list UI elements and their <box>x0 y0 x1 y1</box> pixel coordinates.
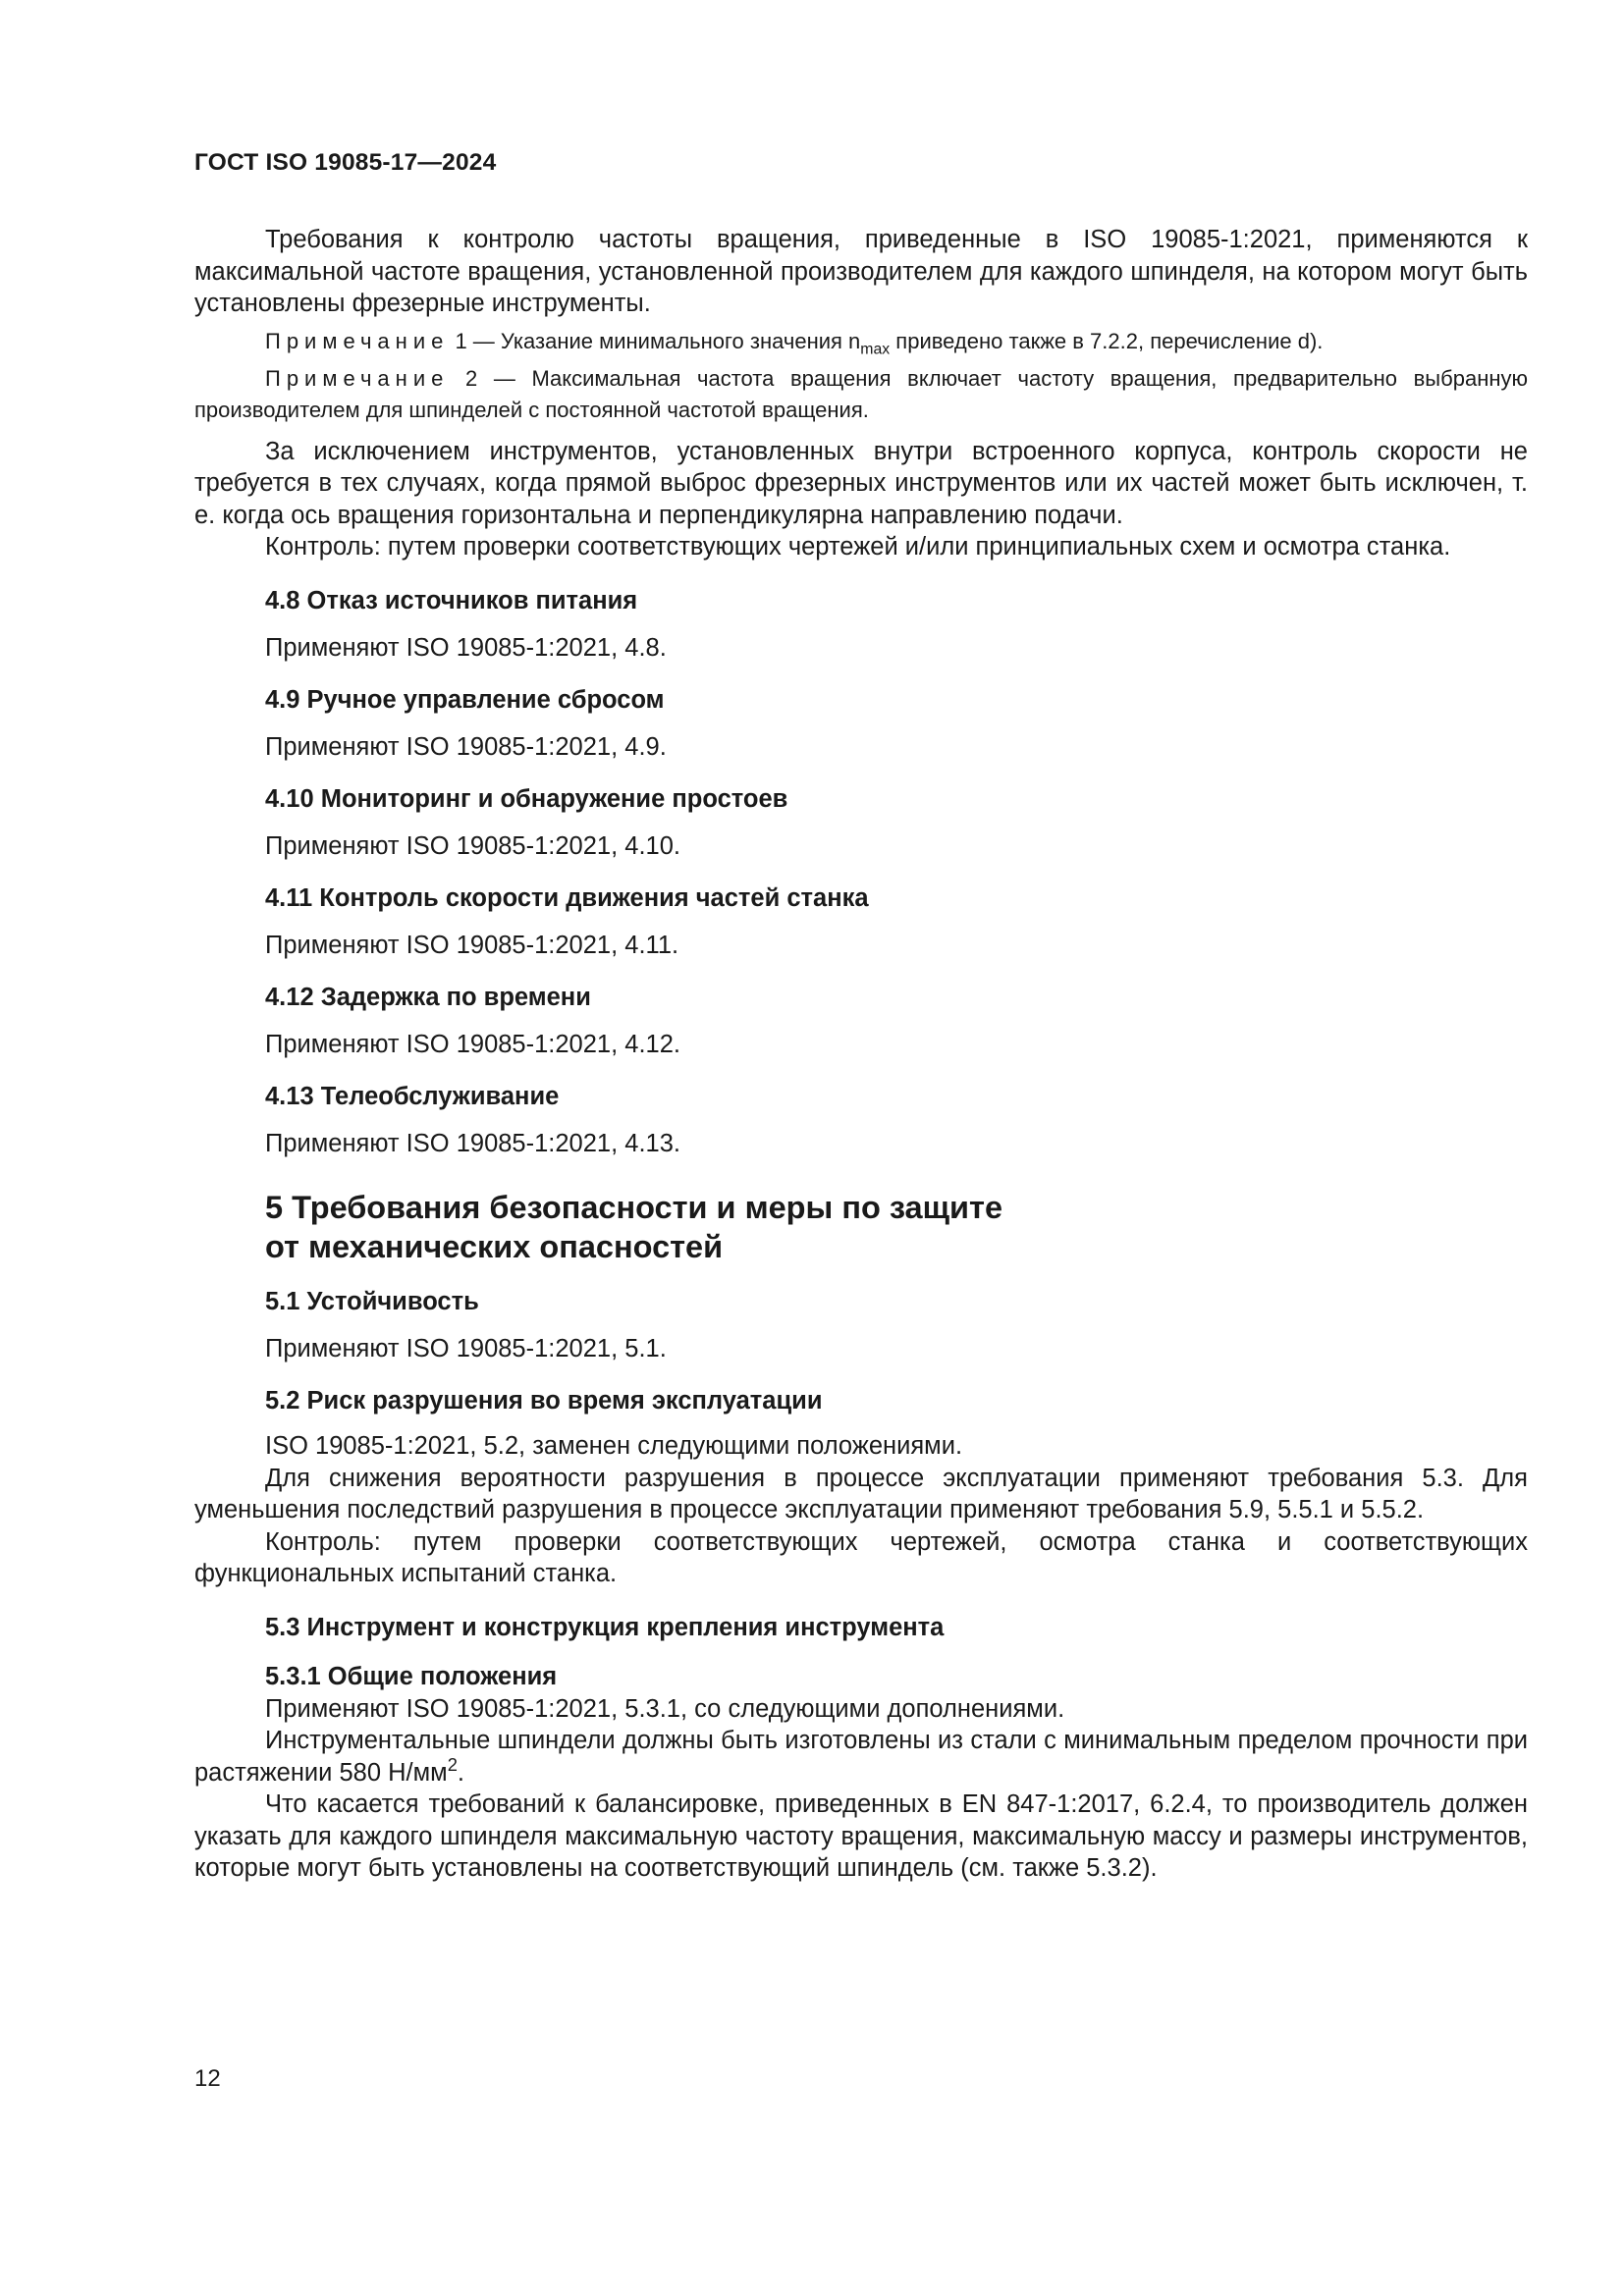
section-4-10-text: Применяют ISO 19085-1:2021, 4.10. <box>265 832 680 860</box>
note-1-subscript: max <box>860 341 891 358</box>
superscript-2: 2 <box>447 1753 458 1775</box>
section-5-2-paragraph-3: Контроль: путем проверки соответствующих чертежей, осмотра станка и соответствующих функциональных испытаний станка. <box>194 1527 1528 1587</box>
section-4-13-heading: 4.13 Телеобслуживание <box>265 1082 560 1110</box>
intro-paragraph-1: Требования к контролю частоты вращения, приведенные в ISO 19085-1:2021, применяются к максимальной частоте вращения, установленной производителем для каждого шпинделя, на котором могут быть установлены фрезерные инструменты. <box>194 226 1528 317</box>
section-5-3-heading: 5.3 Инструмент и конструкция крепления инструмента <box>265 1613 945 1641</box>
section-4-8-text: Применяют ISO 19085-1:2021, 4.8. <box>265 634 667 662</box>
intro-paragraph-3: Контроль: путем проверки соответствующих чертежей и/или принципиальных схем и осмотра станка. <box>265 533 1451 561</box>
section-5-2-paragraph-2: Для снижения вероятности разрушения в процессе эксплуатации применяют требования 5.3. Для уменьшения последствий разрушения в процессе эксплуатации применяют требования 5.9, 5.5.1 и 5.5.2. <box>194 1464 1528 1523</box>
section-5-3-1-paragraph-2 <box>194 1725 1528 1789</box>
section-4-12-heading: 4.12 Задержка по времени <box>265 983 591 1011</box>
chapter-5-title-line-1: 5 Требования безопасности и меры по защите <box>265 1189 1003 1225</box>
note-2-text: 2 — Максимальная частота вращения включает частоту вращения, предварительно выбранную производителем для шпинделей с постоянной частотой вращения. <box>194 365 1528 422</box>
section-4-8-heading: 4.8 Отказ источников питания <box>265 586 638 614</box>
section-5-1-heading: 5.1 Устойчивость <box>265 1287 479 1315</box>
section-5-3-1-paragraph-3: Что касается требований к балансировке, приведенных в EN 847-1:2017, 6.2.4, то производитель должен указать для каждого шпинделя максимальную частоту вращения, максимальную массу и размеры инструментов, которые могут быть установлены на соответствующий шпиндель (см. также 5.3.2). <box>194 1790 1528 1882</box>
section-5-3-1-paragraph-2-text: Инструментальные шпиндели должны быть изготовлены из стали с минимальным пределом прочности при растяжении 580 Н/мм <box>194 1727 1528 1787</box>
note-1-pre: 1 — Указание минимального значения n <box>449 328 861 353</box>
section-5-2-heading: 5.2 Риск разрушения во время эксплуатации <box>265 1386 823 1415</box>
section-5-3-1-heading: 5.3.1 Общие положения <box>265 1663 558 1690</box>
note-1-post: приведено также в 7.2.2, перечисление d). <box>890 328 1324 353</box>
page-number: 12 <box>194 2065 221 2092</box>
section-4-11-heading: 4.11 Контроль скорости движения частей станка <box>265 883 869 912</box>
document-header: ГОСТ ISO 19085-17—2024 <box>194 149 497 176</box>
section-5-3-1-paragraph-1: Применяют ISO 19085-1:2021, 5.3.1, со следующими дополнениями. <box>265 1694 1065 1723</box>
section-4-10-heading: 4.10 Мониторинг и обнаружение простоев <box>265 784 788 813</box>
note-2 <box>194 363 1528 426</box>
chapter-5-title-line-2: от механических опасностей <box>265 1228 724 1264</box>
page-content <box>194 224 1528 1885</box>
section-4-12-text: Применяют ISO 19085-1:2021, 4.12. <box>265 1031 680 1058</box>
note-1-label: Примечание <box>265 328 450 353</box>
section-4-11-text: Применяют ISO 19085-1:2021, 4.11. <box>265 932 679 959</box>
section-4-13-text: Применяют ISO 19085-1:2021, 4.13. <box>265 1130 680 1157</box>
section-5-2-paragraph-1: ISO 19085-1:2021, 5.2, заменен следующими положениями. <box>265 1432 963 1460</box>
note-2-label: Примечание <box>265 365 450 391</box>
section-5-1-text: Применяют ISO 19085-1:2021, 5.1. <box>265 1335 667 1362</box>
section-4-9-heading: 4.9 Ручное управление сбросом <box>265 685 665 714</box>
section-4-9-text: Применяют ISO 19085-1:2021, 4.9. <box>265 733 667 761</box>
intro-paragraph-2: За исключением инструментов, установленных внутри встроенного корпуса, контроль скорости не требуется в тех случаях, когда прямой выброс фрезерных инструментов или их частей может быть исключен, т. е. когда ось вращения горизонтальна и перпендикулярна направлению подачи. <box>194 437 1528 529</box>
note-1 <box>194 326 1528 357</box>
section-5-3-1-paragraph-2-end: . <box>457 1758 465 1787</box>
